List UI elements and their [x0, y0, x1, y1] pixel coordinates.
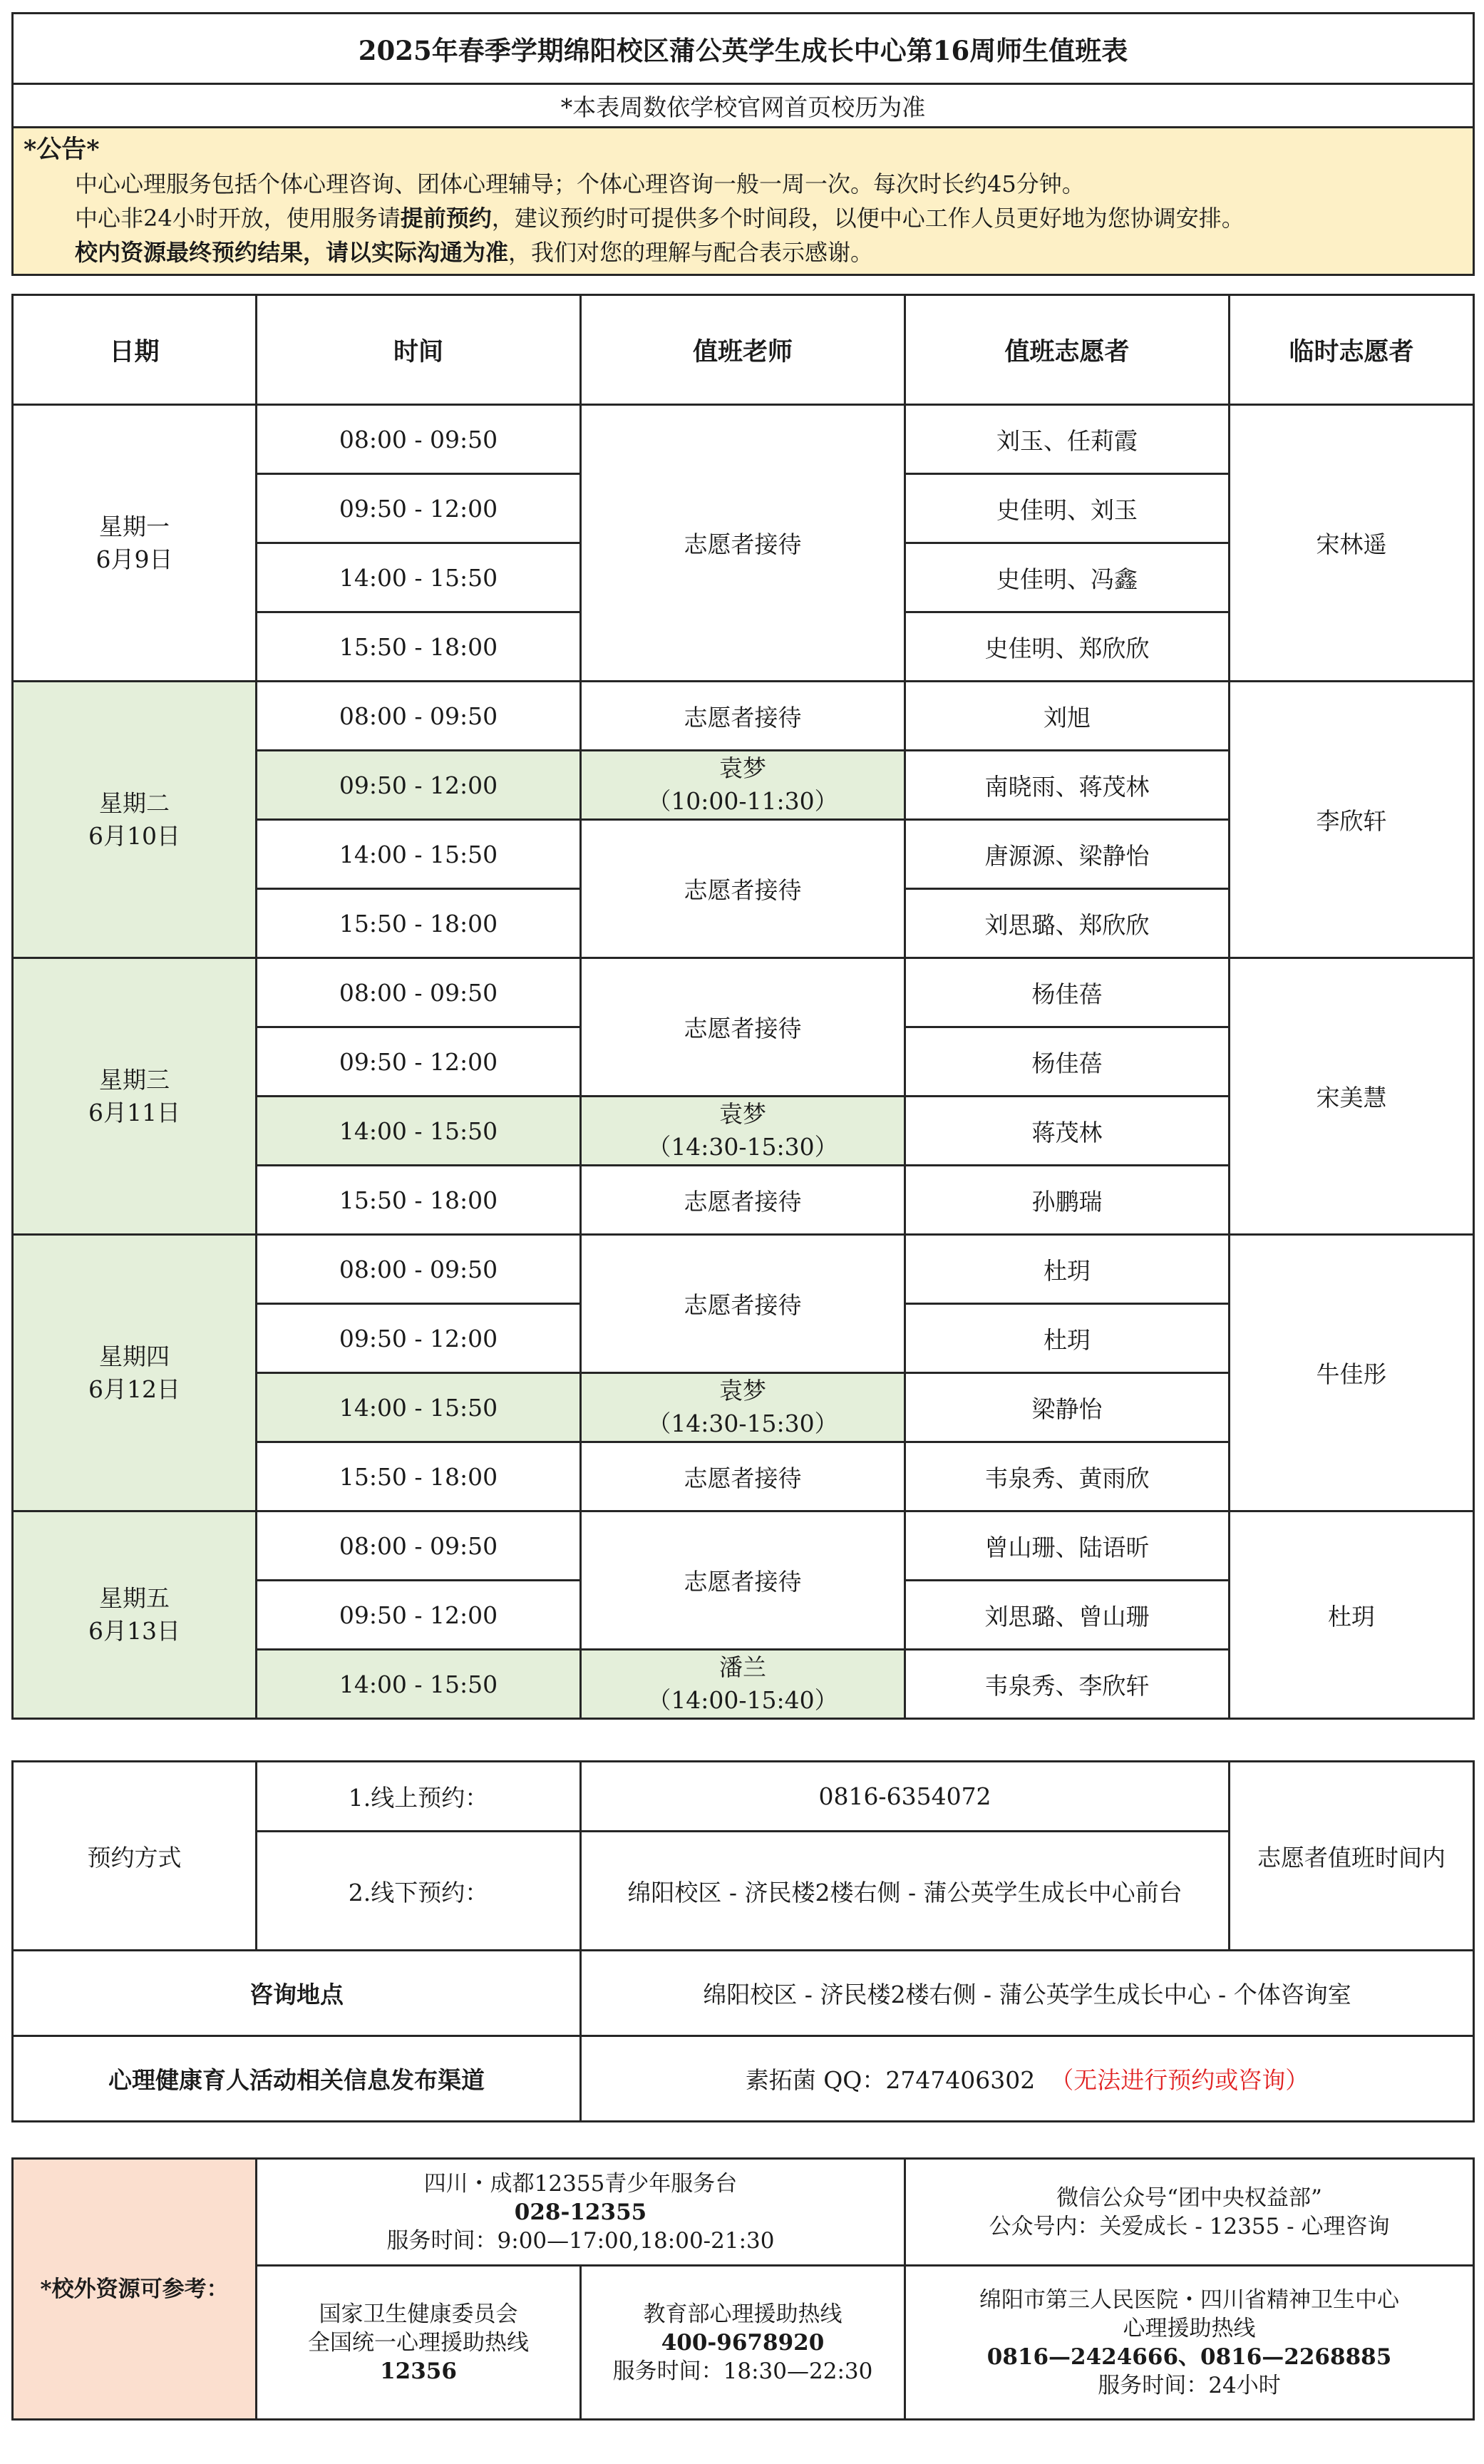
header-table — [11, 12, 1475, 276]
volunteer-cell: 杜玥 — [905, 1304, 1230, 1373]
external-label: *校外资源可参考： — [13, 2159, 257, 2420]
teacher-cell: 志愿者接待 — [581, 682, 905, 751]
header-volunteer: 值班志愿者 — [905, 295, 1230, 405]
header-date: 日期 — [13, 295, 257, 405]
volunteer-cell: 史佳明、冯鑫 — [905, 543, 1230, 612]
volunteer-cell: 孙鹏瑞 — [905, 1166, 1230, 1235]
channel-value — [581, 2036, 1474, 2122]
day-wednesday — [13, 958, 257, 1235]
date-label: 6月9日 — [96, 545, 173, 573]
channel-label: 心理健康育人活动相关信息发布渠道 — [13, 2036, 581, 2122]
temp-volunteer: 牛佳彤 — [1230, 1235, 1474, 1511]
weekday-label: 星期四 — [99, 1342, 170, 1370]
teacher-name: 袁梦 — [719, 1377, 766, 1405]
header-temp: 临时志愿者 — [1230, 295, 1474, 405]
weekday-label: 星期三 — [99, 1065, 170, 1094]
resource-title: 绵阳市第三人民医院・四川省精神卫生中心 — [979, 2286, 1400, 2313]
resource-title: 国家卫生健康委员会 — [319, 2301, 518, 2327]
volunteer-cell: 韦泉秀、黄雨欣 — [905, 1442, 1230, 1511]
day-thursday — [13, 1235, 257, 1511]
volunteer-cell: 杨佳蓓 — [905, 1027, 1230, 1097]
weekday-label: 星期一 — [99, 512, 170, 540]
notice-box — [13, 128, 1474, 275]
resource-subtitle: 全国统一心理援助热线 — [308, 2329, 529, 2356]
volunteer-cell: 史佳明、郑欣欣 — [905, 612, 1230, 682]
teacher-cell — [581, 1097, 905, 1166]
volunteer-cell: 蒋茂林 — [905, 1097, 1230, 1166]
day-friday — [13, 1511, 257, 1719]
volunteer-cell: 唐源源、梁静怡 — [905, 820, 1230, 889]
teacher-cell: 志愿者接待 — [581, 958, 905, 1097]
weekday-label: 星期二 — [99, 789, 170, 817]
notice-line-3-bold: 校内资源最终预约结果，请以实际沟通为准 — [75, 239, 509, 266]
resource-moe — [581, 2266, 905, 2420]
volunteer-cell: 韦泉秀、李欣轩 — [905, 1650, 1230, 1719]
booking-online-label: 1.线上预约： — [257, 1762, 581, 1832]
external-table — [11, 2157, 1475, 2421]
teacher-time: （14:00-15:40） — [647, 1686, 838, 1714]
teacher-name: 袁梦 — [719, 754, 766, 782]
booking-label: 预约方式 — [13, 1762, 257, 1951]
channel-warning: （无法进行预约或咨询） — [1050, 2066, 1309, 2094]
booking-note: 志愿者值班时间内 — [1230, 1762, 1474, 1951]
info-table — [11, 1760, 1475, 2122]
resource-phone: 400-9678920 — [661, 2329, 825, 2356]
resource-subtitle: 心理援助热线 — [1123, 2315, 1256, 2341]
teacher-cell — [581, 1650, 905, 1719]
teacher-cell: 志愿者接待 — [581, 405, 905, 682]
booking-offline-label: 2.线下预约： — [257, 1832, 581, 1951]
resource-title: 教育部心理援助热线 — [643, 2301, 843, 2327]
resource-12356 — [257, 2266, 581, 2420]
time-slot: 14:00 - 15:50 — [257, 820, 581, 889]
volunteer-cell: 刘旭 — [905, 682, 1230, 751]
teacher-time: （14:30-15:30） — [647, 1133, 838, 1161]
time-slot: 14:00 - 15:50 — [257, 1373, 581, 1442]
time-slot: 09:50 - 12:00 — [257, 1304, 581, 1373]
volunteer-cell: 曾山珊、陆语昕 — [905, 1511, 1230, 1581]
time-slot: 15:50 - 18:00 — [257, 889, 581, 958]
date-label: 6月10日 — [88, 821, 180, 850]
time-slot: 08:00 - 09:50 — [257, 958, 581, 1027]
weekday-label: 星期五 — [99, 1584, 170, 1612]
location-label: 咨询地点 — [13, 1951, 581, 2036]
time-slot: 09:50 - 12:00 — [257, 751, 581, 820]
time-slot: 14:00 - 15:50 — [257, 1097, 581, 1166]
location-value: 绵阳校区 - 济民楼2楼右侧 - 蒲公英学生成长中心 - 个体咨询室 — [581, 1951, 1474, 2036]
time-slot: 08:00 - 09:50 — [257, 682, 581, 751]
time-slot: 09:50 - 12:00 — [257, 1581, 581, 1650]
teacher-cell: 志愿者接待 — [581, 820, 905, 958]
time-slot: 15:50 - 18:00 — [257, 1166, 581, 1235]
page-title: 2025年春季学期绵阳校区蒲公英学生成长中心第16周师生值班表 — [13, 14, 1474, 84]
resource-wechat — [905, 2159, 1474, 2266]
booking-offline-address: 绵阳校区 - 济民楼2楼右侧 - 蒲公英学生成长中心前台 — [581, 1832, 1230, 1951]
notice-line-2-a: 中心非24小时开放，使用服务请 — [75, 205, 401, 232]
volunteer-cell: 刘思璐、郑欣欣 — [905, 889, 1230, 958]
teacher-cell — [581, 751, 905, 820]
resource-phone: 12356 — [380, 2358, 457, 2384]
header-teacher: 值班老师 — [581, 295, 905, 405]
page-subtitle: *本表周数依学校官网首页校历为准 — [13, 84, 1474, 128]
time-slot: 15:50 - 18:00 — [257, 1442, 581, 1511]
resource-phone: 028-12355 — [514, 2199, 647, 2225]
resource-path: 公众号内：关爱成长 - 12355 - 心理咨询 — [989, 2213, 1390, 2239]
volunteer-cell: 史佳明、刘玉 — [905, 474, 1230, 543]
resource-hours: 服务时间：18:30—22:30 — [612, 2358, 873, 2384]
resource-hours: 服务时间：9:00—17:00,18:00-21:30 — [386, 2227, 775, 2254]
day-monday — [13, 405, 257, 682]
time-slot: 15:50 - 18:00 — [257, 612, 581, 682]
header-time: 时间 — [257, 295, 581, 405]
teacher-time: （10:00-11:30） — [647, 787, 838, 815]
resource-title: 四川・成都12355青少年服务台 — [423, 2170, 738, 2197]
volunteer-cell: 杜玥 — [905, 1235, 1230, 1304]
volunteer-cell: 刘玉、任莉霞 — [905, 405, 1230, 474]
teacher-cell: 志愿者接待 — [581, 1166, 905, 1235]
time-slot: 08:00 - 09:50 — [257, 405, 581, 474]
time-slot: 09:50 - 12:00 — [257, 1027, 581, 1097]
channel-qq: 素拓菌 QQ：2747406302 — [745, 2066, 1036, 2094]
temp-volunteer: 杜玥 — [1230, 1511, 1474, 1719]
notice-line-2-c: ，建议预约时可提供多个时间段，以便中心工作人员更好地为您协调安排。 — [491, 205, 1245, 232]
volunteer-cell: 刘思璐、曾山珊 — [905, 1581, 1230, 1650]
time-slot: 08:00 - 09:50 — [257, 1511, 581, 1581]
notice-line-1: 中心心理服务包括个体心理咨询、团体心理辅导；个体心理咨询一般一周一次。每次时长约45分钟。 — [75, 170, 1085, 197]
temp-volunteer: 宋美慧 — [1230, 958, 1474, 1235]
volunteer-cell: 杨佳蓓 — [905, 958, 1230, 1027]
time-slot: 14:00 - 15:50 — [257, 543, 581, 612]
volunteer-cell: 梁静怡 — [905, 1373, 1230, 1442]
teacher-time: （14:30-15:30） — [647, 1410, 838, 1437]
teacher-cell: 志愿者接待 — [581, 1442, 905, 1511]
day-tuesday — [13, 682, 257, 958]
booking-online-phone: 0816-6354072 — [581, 1762, 1230, 1832]
resource-12355 — [257, 2159, 905, 2266]
notice-line-3-b: ，我们对您的理解与配合表示感谢。 — [508, 239, 874, 266]
volunteer-cell: 南晓雨、蒋茂林 — [905, 751, 1230, 820]
teacher-cell: 志愿者接待 — [581, 1511, 905, 1650]
temp-volunteer: 宋林遥 — [1230, 405, 1474, 682]
schedule-table — [11, 294, 1475, 1720]
time-slot: 09:50 - 12:00 — [257, 474, 581, 543]
resource-mianyang-hospital — [905, 2266, 1474, 2420]
notice-line-3 — [24, 235, 1463, 270]
resource-title: 微信公众号“团中央权益部” — [1056, 2185, 1322, 2211]
date-label: 6月13日 — [88, 1617, 180, 1645]
date-label: 6月12日 — [88, 1375, 180, 1403]
teacher-name: 潘兰 — [719, 1653, 766, 1681]
notice-line-2-bold: 提前预约 — [400, 205, 492, 232]
teacher-name: 袁梦 — [719, 1100, 766, 1128]
time-slot: 14:00 - 15:50 — [257, 1650, 581, 1719]
notice-line-2 — [24, 201, 1463, 235]
teacher-cell — [581, 1373, 905, 1442]
temp-volunteer: 李欣轩 — [1230, 682, 1474, 958]
resource-phone: 0816—2424666、0816—2268885 — [986, 2344, 1392, 2370]
resource-hours: 服务时间：24小时 — [1098, 2372, 1281, 2398]
time-slot: 08:00 - 09:50 — [257, 1235, 581, 1304]
teacher-cell: 志愿者接待 — [581, 1235, 905, 1373]
notice-heading: *公告* — [24, 135, 100, 164]
date-label: 6月11日 — [88, 1098, 180, 1126]
